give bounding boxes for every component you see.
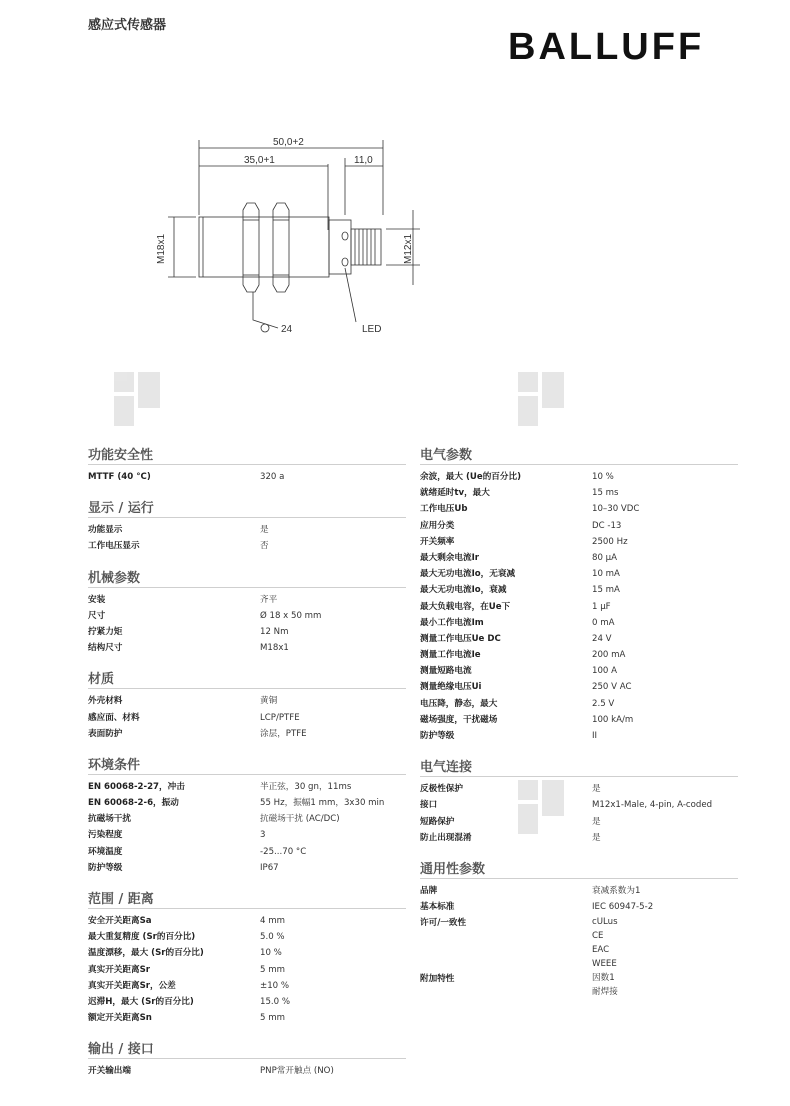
spec-value: 是 [592, 816, 601, 827]
spec-label: 真实开关距离Sr，公差 [88, 980, 176, 991]
spec-label: 拧紧力矩 [88, 626, 123, 637]
document-title: 感应式传感器 [88, 18, 167, 33]
spec-label: 最大剩余电流Ir [420, 552, 479, 563]
spec-row [420, 971, 738, 999]
thread-label: M18x1 [156, 233, 167, 264]
spec-value [592, 971, 738, 999]
spec-value: M12x1-Male, 4-pin, A-coded [592, 800, 713, 811]
spec-label: 表面防护 [88, 728, 123, 739]
spec-value [592, 915, 738, 971]
section-title: 显示 / 运行 [88, 495, 406, 518]
spec-label: 结构尺寸 [88, 643, 123, 654]
spec-label: 测量工作电流Ie [420, 650, 481, 661]
spec-label: 抗磁场干扰 [88, 814, 131, 825]
dim-total-label: 50,0+2 [273, 137, 304, 148]
spec-row [420, 830, 738, 846]
watermark-logo [518, 372, 578, 432]
spec-row [88, 522, 406, 538]
spec-row [420, 615, 738, 631]
spec-row [88, 469, 406, 485]
spec-row [88, 779, 406, 795]
brand-logo: BALLUFF [508, 26, 705, 68]
spec-section [88, 666, 406, 742]
spec-value: 5 mm [260, 964, 285, 975]
spec-value-line: cULus [592, 917, 618, 928]
spec-value: 15.0 % [260, 996, 291, 1007]
spec-label: 反极性保护 [420, 784, 463, 795]
spec-row [420, 663, 738, 679]
spec-value: 100 A [592, 666, 618, 677]
spec-value: 80 µA [592, 552, 618, 563]
spec-row [88, 538, 406, 554]
spec-value: 10–30 VDC [592, 504, 640, 515]
spec-label: 品牌 [420, 885, 438, 896]
spec-section [420, 754, 738, 846]
spec-value: II [592, 731, 598, 741]
spec-label: EN 60068-2-6，振动 [88, 798, 179, 809]
spec-value: 10 mA [592, 569, 620, 580]
spec-value: LCP/PTFE [260, 712, 300, 723]
spec-row [420, 631, 738, 647]
spec-value-line: WEEE [592, 959, 617, 970]
section-title: 范围 / 距离 [88, 886, 406, 909]
spec-row [420, 899, 738, 915]
spec-label: 最大无功电流Io，衰减 [420, 585, 507, 596]
spec-label: 温度漂移，最大 (Sr的百分比) [88, 948, 204, 959]
spec-row [420, 582, 738, 598]
spec-value: 55 Hz，振幅1 mm，3x30 min [260, 798, 385, 809]
spec-value: 24 V [592, 633, 612, 644]
spec-row [88, 811, 406, 827]
spec-value: 15 mA [592, 585, 620, 596]
spec-value-line: 因数1 [592, 973, 615, 984]
spec-section [88, 1036, 406, 1079]
spec-label: 开关输出端 [88, 1066, 131, 1077]
spec-value: 4 mm [260, 916, 285, 926]
spec-row [88, 860, 406, 876]
spec-row [420, 781, 738, 797]
spec-value: M18x1 [260, 643, 289, 654]
section-title: 电气参数 [420, 442, 738, 465]
spec-value: PNP常开触点 (NO) [260, 1066, 334, 1077]
right-column [420, 442, 738, 999]
spec-value: 200 mA [592, 650, 626, 661]
spec-value: -25...70 °C [260, 846, 307, 857]
spec-row [88, 978, 406, 994]
spec-value: 10 % [260, 948, 282, 959]
spec-row [88, 913, 406, 929]
spec-row [420, 797, 738, 813]
spec-row [88, 945, 406, 961]
spec-label: 许可/一致性 [420, 918, 467, 929]
spec-value: Ø 18 x 50 mm [260, 610, 322, 621]
section-title: 环境条件 [88, 752, 406, 775]
spec-label: 就绪延时tv，最大 [420, 488, 490, 499]
connector-thread-label: M12x1 [403, 233, 414, 264]
spec-label: 感应面、材料 [88, 712, 140, 723]
spec-row [420, 485, 738, 501]
spec-section [88, 886, 406, 1026]
spec-label: 迟滞H，最大 (Sr的百分比) [88, 996, 194, 1007]
spec-label: 磁场强度，干扰磁场 [420, 714, 498, 725]
spec-row [420, 566, 738, 582]
spec-section [88, 442, 406, 485]
dim-connector-label: 11,0 [354, 155, 373, 166]
spec-row [420, 518, 738, 534]
spec-label: 防止出现混淆 [420, 832, 472, 843]
spec-label: 短路保护 [420, 816, 455, 827]
spec-value-line: EAC [592, 945, 610, 956]
spec-row [88, 962, 406, 978]
spec-label: 真实开关距离Sr [88, 964, 150, 975]
spec-value: 12 Nm [260, 626, 289, 637]
spec-value: 半正弦，30 gn，11ms [260, 781, 352, 792]
spec-section [88, 565, 406, 657]
spec-value: 涂层，PTFE [260, 728, 307, 739]
section-title: 功能安全性 [88, 442, 406, 465]
spec-label: 污染程度 [88, 830, 123, 841]
spec-section [88, 495, 406, 554]
spec-row [88, 844, 406, 860]
spec-label: 功能显示 [88, 525, 123, 536]
spec-row [88, 1010, 406, 1026]
spec-row [420, 469, 738, 485]
spec-value: 否 [260, 541, 269, 552]
spec-value: 是 [592, 832, 601, 843]
spec-row [88, 994, 406, 1010]
spec-row [88, 608, 406, 624]
spec-value: 2500 Hz [592, 536, 628, 547]
section-title: 材质 [88, 666, 406, 689]
led-label: LED [362, 324, 382, 335]
spec-label: 测量绝缘电压Ui [420, 682, 482, 693]
spec-label: 外壳材料 [88, 696, 123, 707]
spec-value: 衰减系数为1 [592, 885, 641, 896]
spec-value: 1 µF [592, 601, 611, 612]
spec-row [88, 592, 406, 608]
spec-row [420, 647, 738, 663]
spec-label: 安装 [88, 594, 106, 605]
spec-value: 100 kA/m [592, 714, 634, 725]
spec-row [88, 624, 406, 640]
spec-row [420, 915, 738, 971]
spec-label: MTTF (40 °C) [88, 472, 151, 482]
spec-value: 是 [592, 784, 601, 795]
spec-row [420, 712, 738, 728]
spec-value: IP67 [260, 862, 279, 873]
spec-value-line: CE [592, 931, 604, 942]
spec-row [420, 599, 738, 615]
spec-section [420, 856, 738, 999]
spec-value: 10 % [592, 472, 614, 482]
dim-body-label: 35,0+1 [244, 155, 275, 166]
spec-row [88, 693, 406, 709]
section-title: 通用性参数 [420, 856, 738, 879]
spec-row [420, 814, 738, 830]
spec-value: 5 mm [260, 1013, 285, 1024]
spec-label: 额定开关距离Sn [88, 1013, 152, 1024]
spec-value: 0 mA [592, 617, 615, 628]
spec-row [420, 534, 738, 550]
section-title: 机械参数 [88, 565, 406, 588]
spec-row [88, 1063, 406, 1079]
spec-label: 防护等级 [88, 862, 123, 873]
spec-row [88, 929, 406, 945]
spec-value: 是 [260, 525, 269, 536]
spec-label: 开关频率 [420, 536, 455, 547]
spec-value: 2.5 V [592, 698, 615, 709]
spec-label: 测量工作电压Ue DC [420, 633, 501, 644]
spec-row [420, 679, 738, 695]
spec-row [420, 696, 738, 712]
spec-value: 抗磁场干扰 (AC/DC) [260, 814, 340, 825]
spec-label: 电压降，静态，最大 [420, 698, 498, 709]
spec-section [420, 442, 738, 744]
dimension-drawing [140, 130, 440, 345]
spec-label: EN 60068-2-27，冲击 [88, 781, 185, 792]
spec-label: 最大无功电流Io，无衰减 [420, 569, 516, 580]
spec-label: 最大重复精度 (Sr的百分比) [88, 932, 196, 943]
spec-label: 测量短路电流 [420, 666, 472, 677]
spec-value: ±10 % [260, 980, 290, 991]
spec-value: 5.0 % [260, 932, 285, 943]
spec-value: IEC 60947-5-2 [592, 902, 654, 913]
left-column [88, 442, 406, 1080]
spec-row [88, 795, 406, 811]
watermark-logo [114, 372, 174, 432]
spec-value-line: 耐焊接 [592, 987, 618, 998]
spec-label: 应用分类 [420, 520, 455, 531]
wrench-size-label: 24 [281, 324, 293, 335]
spec-row [420, 883, 738, 899]
spec-label: 工作电压Ub [420, 504, 468, 515]
spec-label: 最大负载电容，在Ue下 [420, 601, 511, 612]
section-title: 输出 / 接口 [88, 1036, 406, 1059]
spec-label: 附加特性 [420, 974, 455, 985]
spec-row [88, 827, 406, 843]
spec-value: 250 V AC [592, 682, 632, 693]
spec-row [420, 550, 738, 566]
spec-value: 齐平 [260, 594, 278, 605]
spec-row [88, 640, 406, 656]
spec-label: 安全开关距离Sa [88, 916, 152, 926]
spec-label: 防护等级 [420, 731, 455, 741]
spec-label: 接口 [420, 800, 438, 811]
spec-value: 15 ms [592, 488, 619, 499]
spec-label: 环境温度 [88, 846, 123, 857]
spec-row [88, 710, 406, 726]
spec-row [420, 728, 738, 744]
spec-row [420, 501, 738, 517]
spec-value: 3 [260, 830, 266, 841]
spec-value: 320 a [260, 472, 285, 482]
spec-value: DC -13 [592, 520, 622, 531]
spec-label: 余波，最大 (Ue的百分比) [420, 472, 521, 482]
spec-label: 基本标准 [420, 902, 455, 913]
spec-label: 工作电压显示 [88, 541, 140, 552]
spec-section [88, 752, 406, 876]
spec-label: 尺寸 [88, 610, 106, 621]
spec-row [88, 726, 406, 742]
spec-label: 最小工作电流Im [420, 617, 484, 628]
spec-value: 黄铜 [260, 696, 278, 707]
section-title: 电气连接 [420, 754, 738, 777]
